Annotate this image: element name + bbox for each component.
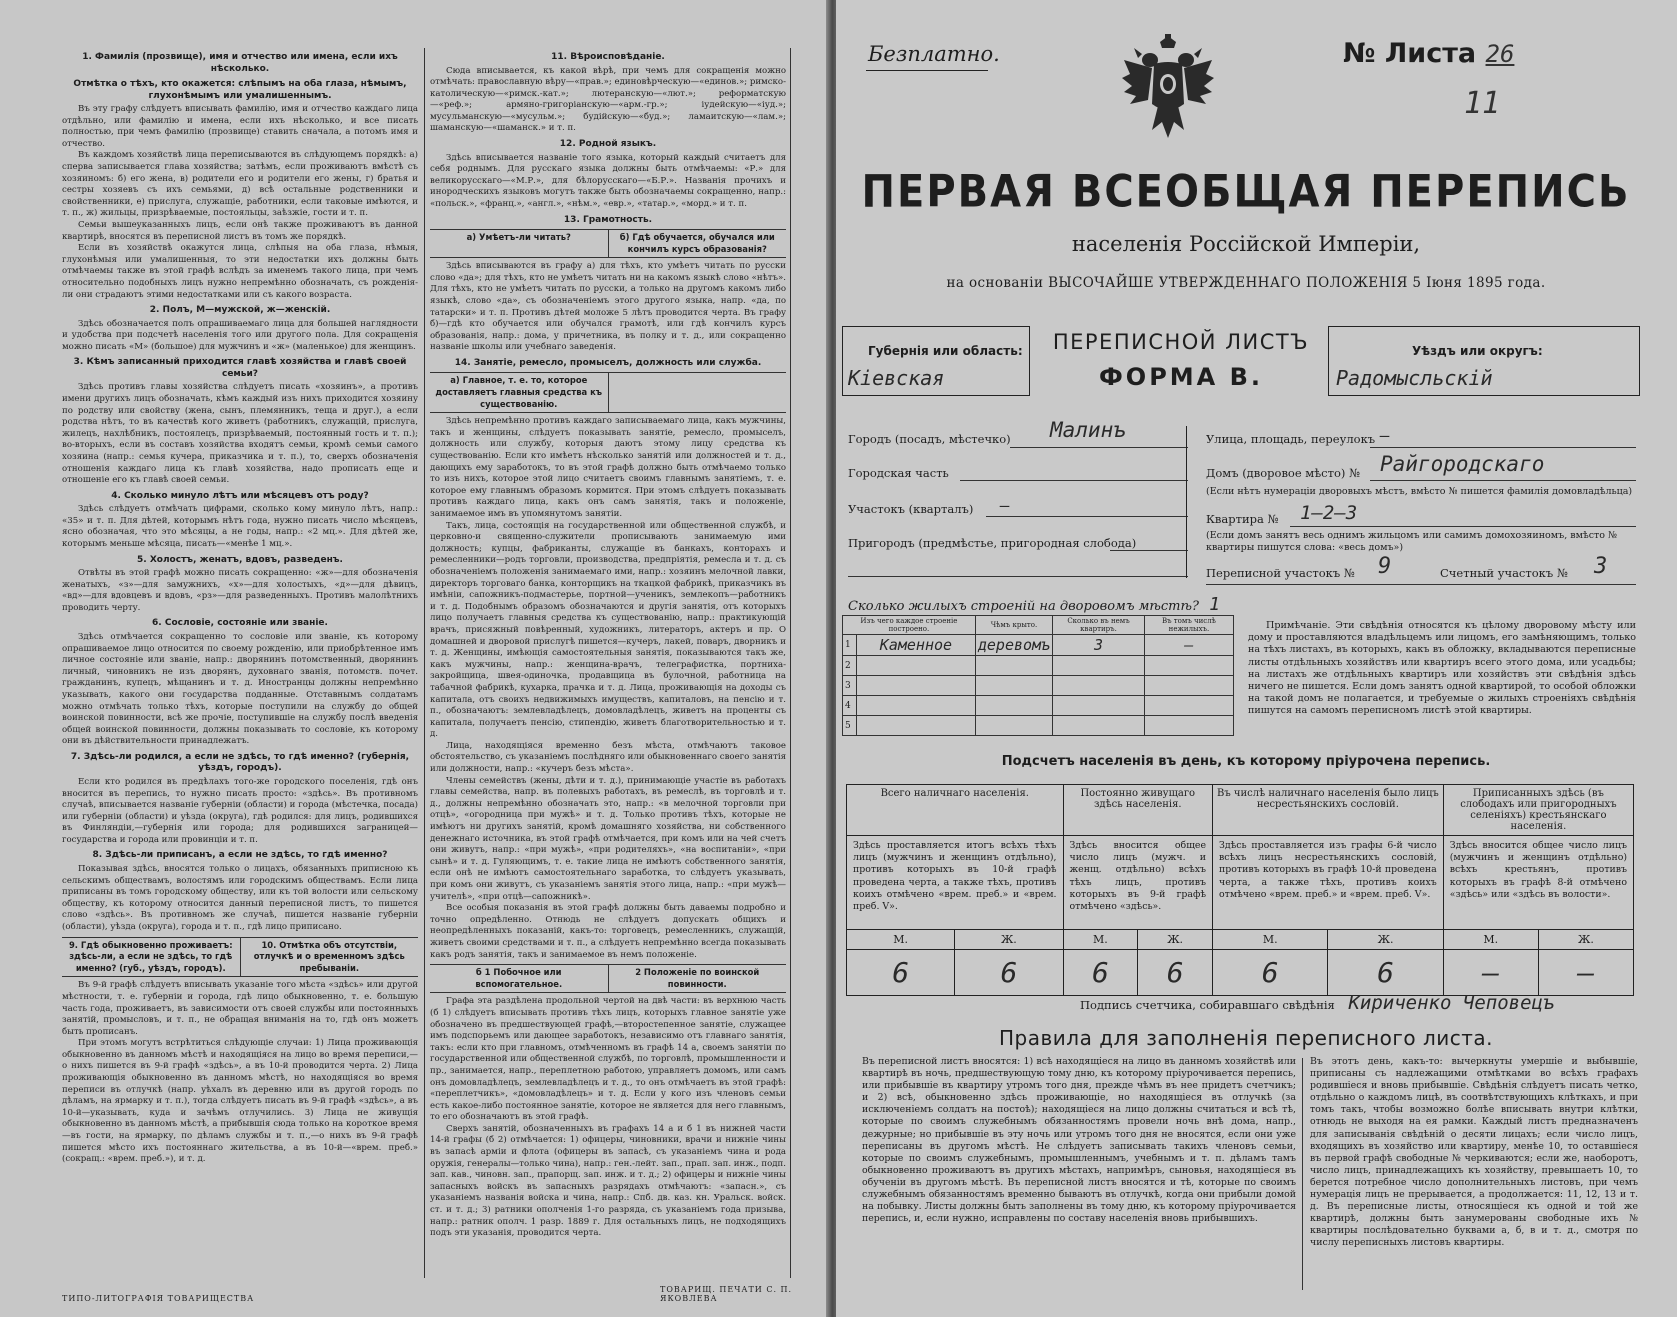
split-heading [430,964,786,993]
column-description: Здѣсь вносится общее число лицъ (мужчинъ и женщинъ отдѣльно) всѣхъ крестьянъ, противъ которыхъ въ графѣ 8-й отмѣчено «здѣсь» или «здѣсь въ волости». [1443,836,1633,930]
column-header: Въ числѣ наличнаго населенія было лицъ несрестьянскихъ сословій. [1213,785,1444,836]
section-heading: 4. Сколько минуло лѣтъ или мѣсяцевъ отъ роду? [111,490,369,501]
female-header: Ж. [1138,930,1213,950]
table-row [847,950,1634,996]
female-header: Ж. [955,930,1063,950]
instruction-paragraph: Если кто родился въ предѣлахъ того-же городского поселенія, гдѣ онъ вносится въ перепись, то нужно писать просто: «здѣсь». Въ противномъ случаѣ, вписывается названіе губерніи (области) и города (мѣстечка, посада) или губерніи (области) и уѣзда (округа), гдѣ родился: для лицъ, родившихся въ Финляндіи,—губернія или города; для родившихся заграницей—государства и города или провинціи и т. п. [62,776,418,845]
page-title: ПЕРВАЯ ВСЕОБЩАЯ ПЕРЕПИСЬ [861,166,1631,218]
district-value: Радомысльскій [1336,366,1493,390]
column-header: Постоянно живущаго здѣсь населенія. [1063,785,1212,836]
buildings-table [842,615,1234,736]
section-heading: 11. Вѣроисповѣданіе. [551,52,665,62]
instruction-paragraph: Такъ, лица, состоящія на государственной или общественной службѣ, и церковно-и священно-служители прописывають занимаемую ими должность; купцы, фабриканты, служащіе въ банкахъ, конторахъ и ремесленники—родъ торговли, производства, предпріятія, ремесла и т. д. съ обозначеніемъ положенія занимаемаго ими, напр.: хозяинъ мелочной лавки, директоръ торговаго банка, конторщикъ на ткацкой фабрикѣ, приказчикъ въ имѣніи, сапожникъ-подмастерье, портной—ученикъ, землекопъ—работникъ и т. д. Подобнымъ образомъ обозначаются и другія занятія, отъ которыхъ лицо получаетъ главныя средства къ существованію, напр.: практикующій врачъ, присяжный повѣренный, художникъ, литераторъ, актеръ и пр. О домашней и дворовой прислугѣ пишется—кучеръ, лакей, поваръ, дворникъ и т. д. Женщины, имѣющія самостоятельныя занятія, показываются такъ же, какъ мужчины, напр.: женщина-врачъ, телеграфистка, портниха-закройщица, швея-одиночка, продавщица въ булочной, работница на табачной фабрикѣ, кухарка, прачка и т. д. Лица, проживающія на доходы съ капитала, отъ своихъ недвижимыхъ имуществъ, капиталовъ, на пенсію и т. п., обозначаютъ: землевладѣлецъ, домовладѣлецъ, живетъ на проценты съ капитала, получаетъ пенсію, стипендію, живетъ благотворительностью и т. д. [430,520,786,740]
table-cell [1053,676,1145,696]
underline [866,70,988,71]
split-heading [62,937,418,978]
count-cell: — [1538,950,1633,996]
field-line [1290,526,1636,527]
instruction-paragraph: Здѣсь слѣдуетъ отмѣчать цифрами, сколько кому минуло лѣтъ, напр.: «35» и т. п. Для дѣтей, которымъ нѣтъ года, нужно писать число мѣсяцевъ, ясно обозначая, что это мѣсяцы, а не годы, напр.: «2 мц.». Для дѣтей же, которымъ меньше мѣсяца, писать—«менѣе 1 мц.». [62,504,418,549]
field-line [986,516,1188,517]
table-cell [1053,656,1145,676]
instruction-paragraph: Семьи вышеуказанныхъ лицъ, если онѣ также проживаютъ въ данной квартирѣ, вносятся въ переписной листъ въ томъ же порядкѣ. [62,219,418,242]
table-cell [857,676,976,696]
buildings-question: Сколько жилыхъ строеній на дворовомъ мѣстѣ? 1 [848,594,1220,615]
instruction-paragraph: Въ каждомъ хозяйствѣ лица переписываются въ слѣдующемъ порядкѣ: а) сперва записывается глава хозяйства; затѣмъ, если проживаютъ вмѣстѣ съ хозяиномъ: б) его жена, в) родители его и родители его жены, г) братья и сестры хозяевъ съ ихъ семьями, д) всѣ остальные родственники и свойственники, е) прислуга, служащіе, работники, если таковые имѣются, и т. п., ж) жильцы, призрѣваемые, постояльцы, заѣзжіе, гости и т. п. [62,150,418,219]
table-cell [1144,716,1233,736]
instruction-paragraph: Здѣсь противъ главы хозяйства слѣдуетъ писать «хозяинъ», а противъ имени другихъ лицъ обозначать, кѣмъ каждый изъ нихъ приходится хозяину по родству или свойству (жена, сынъ, племянникъ, теща и друг.), а если родства нѣтъ, то въ качествѣ кого живетъ (работникъ, служащій, прислуга, жилецъ, нахлѣбникъ, постоялецъ, призрѣваемый, постоянный гость и т. п.); во-вторыхъ, если въ составъ хозяйства входятъ семьи, кромѣ семьи самого хозяина (напр.: семья кучера, приказчика и т. п.), то, сверхъ обозначенія отношенія каждаго лица къ главѣ хозяйства, надо прописать еще и отношеніе его къ главѣ своей семьи. [62,382,418,486]
instruction-paragraph: Отвѣты въ этой графѣ можно писать сокращенно: «ж»—для обозначенія женатыхъ, «з»—для замужнихъ, «х»—для холостыхъ, «д»—для дѣвицъ, «вд»—для вдовцевъ и вдовъ, «рз»—для разведенныхъ. Противъ малолѣтнихъ проводить черту. [62,568,418,613]
province-value: Кіевская [848,366,945,390]
field-line [1370,447,1636,448]
count-cell: 6 [955,950,1063,996]
house-label: Домъ (дворовое мѣсто) № [1206,466,1360,480]
instruction-paragraph: Сюда вписывается, къ какой вѣрѣ, при чемъ для сокращенія можно отмѣчать: православную вѣру—«прав.»; единовѣрческую—«единов.»; римско-католическую—«римск.-кат.»; лютеранскую—«лют.»; реформатскую—«реф.»; армяно-григоріанскую—«арм.-гр.»; іудейскую—«іуд.»; мусульманскую—«мусульм.»; будійскую—«буд.»; ламаитскую—«лам.»; шаманскую—«шаманск.» и т. п. [430,65,786,134]
table-cell [1144,676,1233,696]
column-divider [424,48,425,1278]
section-heading: 13. Грамотность. [563,214,653,225]
precinct-value: — [1000,496,1010,515]
table-row [843,676,1234,696]
house-value: Райгородскаго [1380,452,1545,476]
row-number: 5 [843,716,857,736]
town-value: Малинъ [1050,418,1126,442]
rules-title: Правила для заполненія переписного листа. [999,1026,1493,1050]
table-cell [975,656,1052,676]
table-cell [1144,696,1233,716]
table-cell [857,716,976,736]
instruction-paragraph: Здѣсь вписывается названіе того языка, который каждый считаетъ для себя роднымъ. Для русскаго языка должны быть отмѣчаемы: «Р.» для великорусскаго—«М.Р.», для бѣлорусскаго—«Б.Р.». Названія прочихъ и инородческихъ языковъ могутъ также быть обозначаемы сокращенно, напр.: «польск.», «франц.», «англ.», «нѣм.», «евр.», «татар.», «морд.» и т. п. [430,152,786,209]
province-label: Губернія или область: [868,344,1023,358]
table-cell [1053,696,1145,716]
flat-value: 1—2—3 [1300,502,1358,524]
section-heading: 12. Родной языкъ. [559,139,657,150]
street-label: Улица, площадь, переулокъ [1206,432,1376,446]
column-description: Здѣсь вносится общее число лицъ (мужч. и женщ. отдѣльно) всѣхъ тѣхъ лицъ, противъ которыхъ въ 9-й графѣ отмѣчено «здѣсь». [1063,836,1212,930]
double-headed-eagle-emblem-icon [1120,34,1216,144]
field-line [848,576,1188,577]
table-cell [857,696,976,716]
instruction-paragraph: Показывая здѣсь, вносятся только о лицахъ, обязанныхъ приписною къ сельскимъ обществамъ, волостямъ или городскимъ обществамъ. Если лица приписаны въ томъ городскому обществу, или къ той волости или сельскому обществу, къ которому относится данный переписной листъ, то пишется слово «здѣсь». Въ противномъ же случаѣ, пишется названіе губерніи (области), уѣзда (округа), города и т. п., гдѣ лицо приписано. [62,863,418,932]
female-header: Ж. [1328,930,1443,950]
left-page [0,0,830,1317]
table-cell [857,656,976,676]
instruction-paragraph: Здѣсь непремѣнно противъ каждаго записываемаго лица, какъ мужчины, такъ и женщины, слѣдуетъ показывать занятіе, ремесло, промыселъ, должность или службу, которыя даютъ этому лицу средства къ существованію. Если кто имѣетъ нѣсколько занятій или должностей и т. д., дающихъ ему заработокъ, то въ этой графѣ должно быть отмѣчаемо только то изъ нихъ, которое этой лицо считаетъ своимъ главнымъ занятіемъ, т. е. которое ему главнымъ образомъ кормится. При этомъ слѣдуетъ показывать противъ каждаго лица, какъ онъ самъ занятія, такъ и положеніе, занимаемое имъ въ упомянутомъ занятіи. [430,416,786,519]
flat-note: (Если домъ занятъ весь однимъ жильцомъ или самимъ домохозяиномъ, вмѣсто № квартиры пишутся слова: «весь домъ») [1206,530,1618,553]
census-count-title: Подсчетъ населенія въ день, къ которому пріурочена перепись. [1001,754,1491,769]
split-heading-cell: б 1 Побочное или вспомогательное. [430,965,609,992]
split-heading-cell: а) Главное, т. е. то, которое доставляетъ главныя средства къ существованію. [430,373,609,412]
table-row [843,696,1234,716]
column-header: Изъ чего каждое строеніе построено. [843,616,976,635]
handwritten-mark: 11 [1464,86,1501,121]
field-line [1010,447,1188,448]
buildings-count: 1 [1209,594,1220,615]
male-header: М. [1063,930,1138,950]
suburb-label: Пригородъ (предмѣстье, пригородная слобода) [848,536,1137,550]
sheet-title: ПЕРЕПИСНОЙ ЛИСТЪ [1052,330,1310,354]
section-heading: 6. Сословіе, состояніе или званіе. [152,618,328,629]
census-count-table [846,784,1634,996]
instruction-paragraph: Здѣсь вписываются въ графу а) для тѣхъ, кто умѣетъ читать по русски слово «да»; для тѣхъ, кто не умѣетъ читать ни на какомъ языкѣ слово «нѣтъ». Для тѣхъ, кто не умѣетъ читать по русски, а только на другомъ какомъ либо языкѣ, слово «да», съ обозначеніемъ этого другого языка, напр. «да, по татарски» и т. п. Противъ дѣтей моложе 5 лѣтъ проводится черта. Въ графу б)—гдѣ кто обучается или обучался грамотѣ, или гдѣ кончилъ курсъ образованія, напр.: дома, у причетника, въ полку и т. д., или сокращенно названіе школы или учебнаго заведенія. [430,261,786,353]
column-header: Чѣмъ крыто. [975,616,1052,635]
count-cell: 6 [1138,950,1213,996]
flat-label: Квартира № [1206,512,1279,526]
column-header: Сколько въ немъ квартиръ. [1053,616,1145,635]
table-row [847,836,1634,930]
enumerator-signature: Подпись счетчика, собиравшаго свѣдѣнія Кириченко Чеповецъ [1080,992,1555,1014]
instruction-paragraph: Здѣсь обозначается полъ опрашиваемаго лица для большей наглядности и удобства при подсчетѣ населенія того или другого пола. Для сокращенія можно писать «М» (большое) для мужчинъ и «ж» (маленькое) для женщинъ. [62,318,418,352]
count-cell: 6 [1328,950,1443,996]
page-subtitle: населенія Россійской Имперіи, [1071,232,1421,256]
instruction-paragraph: Въ эту графу слѣдуетъ вписывать фамилію, имя и отчество каждаго лица отдѣльно, или фамилію и имена, если ихъ нѣсколько, и все писать полностью, при чемъ фамилію (прозвище) ставить сначала, а потомъ имя и отчество. [62,104,418,149]
signature-handwritten: Кириченко Чеповецъ [1348,992,1555,1014]
printer-imprint: ТОВАРИЩ. ПЕЧАТИ С. П. ЯКОВЛЕВА [660,1285,793,1303]
row-number: 3 [843,676,857,696]
column-description: Здѣсь проставляется изъ графы 6-й число всѣхъ лицъ несрестьянскихъ сословій, противъ которыхъ въ графѣ 10-й проведена черта, а также тѣхъ, противъ коихъ отмѣчено «врем. преб.» и «врем. преб. V». [1213,836,1444,930]
precinct-label: Участокъ (кварталъ) [848,502,974,516]
section-heading: 5. Холостъ, женатъ, вдовъ, разведенъ. [137,554,343,565]
column-divider [1302,1058,1303,1290]
instruction-paragraph: Члены семействъ (жены, дѣти и т. д.), принимающіе участіе въ работахъ главы семейства, напр. въ полевыхъ работахъ, въ ремеслѣ, въ торговлѣ и т. д., должны непремѣнно обозначать это, напр.: «в мелочной торговли при отцѣ», «огородница при мужѣ» и т. д. Только противъ тѣхъ, которые не имѣютъ ни другихъ занятій, кромѣ домашняго хозяйства, ни собственного денежнаго источника, въ этой графѣ отмѣчается, при комъ или на чей счетъ они живутъ, напр.: «при мужѣ», «при родителяхъ», «на воспитаніи», «при сынѣ» и т. д. Гуляющимъ, т. е. такие лица не имѣютъ собственного занятія, если онѣ не имѣютъ самостоятельнаго заработка, то слѣдуетъ указывать, при комъ они живутъ, съ указаніемъ занятія этого лица, напр.: «при мужѣ—учителѣ», «при отцѣ—сапожникѣ». [430,775,786,902]
male-header: М. [847,930,955,950]
table-cell: 3 [1053,635,1145,656]
section-heading: 7. Здѣсь-ли родился, а если не здѣсь, то гдѣ именно? (губернія, уѣздъ, городъ). [70,751,410,774]
city-part-label: Городская часть [848,466,949,480]
count-cell: 6 [847,950,955,996]
section-heading: 1. Фамилія (прозвище), имя и отчество или имена, если ихъ нѣсколько. [82,52,398,74]
count-cell: 6 [1213,950,1328,996]
printer-imprint: ТИПО-ЛИТОГРАФІЯ ТОВАРИЩЕСТВА [62,1294,255,1303]
split-heading-cell: 2 Положеніе по воинской повинности. [635,967,760,989]
sheet-number-handwritten: 26 [1485,40,1515,68]
street-value: — [1380,426,1390,445]
row-number: 1 [843,635,857,656]
table-row [847,930,1634,950]
house-note: (Если нѣтъ нумераціи дворовыхъ мѣстъ, вмѣсто № пишется фамилія домовладѣльца) [1206,486,1633,497]
field-line [1110,550,1188,551]
section-heading: Отмѣтка о тѣхъ, кто окажется: слѣпымъ на оба глаза, нѣмымъ, глухонѣмымъ или умалишеннымъ. [73,79,407,101]
column-header: Приписанныхъ здѣсь (въ слободахъ или пригородныхъ селеніяхъ) крестьянскаго населенія. [1443,785,1633,836]
count-cell: — [1443,950,1538,996]
column-header: Всего наличнаго населенія. [847,785,1064,836]
district-label: Уѣздъ или округъ: [1412,344,1543,358]
split-heading [430,372,786,413]
town-label: Городъ (посадъ, мѣстечко) [848,432,1011,446]
rules-text: Въ переписной листъ вносятся: 1) всѣ находящіеся на лицо въ данномъ хозяйствѣ или квартирѣ въ ночь, предшествующую тому дню, къ которому пріурочивается перепись, или прибывшіе въ квартиру утромъ того дня, прежде чѣмъ въ нее придетъ счетчикъ; и 2) всѣ, обыкновенно здѣсь проживающіе, но находящіеся въ отлучкѣ (за исключеніемъ солдатъ на постоѣ); находящіеся на лицо должны считаться и всѣ тѣ, которые по своимъ служебнымъ обязанностямъ провели ночь внѣ дома, напр., дежурные; но прибывшіе въ эту ночь или утромъ того дня не вносятся, если они уже переписаны въ другомъ мѣстѣ. Не слѣдуетъ записывать такихъ членовъ семьи, которые по своимъ служебнымъ, промышленнымъ, учебнымъ и т. п. дѣламъ тамъ обыкновенно проживаютъ въ другихъ мѣстахъ, напримѣръ, сыновья, находящіеся въ обученіи въ другомъ мѣстѣ. Въ переписной листъ вносятся и тѣ, которые по своимъ служебнымъ обязанностямъ временно бываютъ въ отлучкѣ, когда они прибыли домой на побывку. Листы должны быть заполнены въ тому дню, къ которому пріурочивается перепись, и, если нужно, исправлены по составу населенія вновь прибывшихъ. [862,1056,1296,1225]
table-header-row [847,785,1634,836]
section-heading: 14. Занятіе, ремесло, промыселъ, должность или служба. [454,357,762,368]
instructions-column-a [62,48,418,1283]
census-precinct-value: 9 [1378,554,1392,579]
table-cell: Каменное [857,635,976,656]
instruction-paragraph: Въ 9-й графѣ слѣдуетъ вписывать указаніе того мѣста «здѣсь» или другой мѣстности, т. е. губерніи и города, гдѣ лицо обыкновенно, т. е. большую часть года, проживаетъ, въ зависимости отъ своей службы или постоянныхъ занятій, промысловъ, и т. п., не обращая вниманія на то, гдѣ онъ можетъ быть прописанъ. [62,980,418,1037]
field-line [1370,480,1636,481]
table-cell: деревомъ [975,635,1052,656]
table-cell [975,696,1052,716]
section-heading: 8. Здѣсь-ли приписанъ, а если не здѣсь, то гдѣ именно? [92,850,388,861]
table-cell [1144,656,1233,676]
column-header: Въ томъ числѣ нежилыхъ. [1144,616,1233,635]
instruction-paragraph: Лица, находящіяся временно безъ мѣста, отмѣчаютъ таковое обстоятельство, съ указаніемъ послѣдняго или обыкновеннаго своего занятія или должности, напр.: «кучеръ безъ мѣста». [430,740,786,775]
instruction-paragraph: При этомъ могутъ встрѣтиться слѣдующіе случаи: 1) Лица проживающія обыкновенно въ данномъ мѣстѣ и находящіяся на лицо во время переписи,—о нихъ пишется въ 9-й графѣ «здѣсь», а въ 10-й проводится черта. 2) Лица проживающія обыкновенно въ данномъ мѣстѣ, но находящіяся во время переписи въ отлучкѣ (напр. уѣхалъ въ деревню или въ другой городъ по дѣламъ, на ярмарку и т. п.), тогда слѣдуетъ писать въ 9-й графѣ «здѣсь», а въ 10-й—указывать, куда и зачѣмъ отлучились. 3) Лица не живущія обыкновенно въ данномъ мѣстѣ, а прибывшія сюда только на короткое время—въ гости, на ярмарку, по дѣламъ службы и т. п.,—о нихъ въ 9-й графѣ пишется мѣсто ихъ постояннаго жительства, а въ 10-й—«врем. преб.» (сокращ.: «врем. преб.»), и т. д. [62,1038,418,1165]
table-cell [1053,716,1145,736]
table-row [843,656,1234,676]
form-label: ФОРМА В. [1098,363,1263,391]
legal-basis: на основаніи ВЫСОЧАЙШЕ УТВЕРЖДЕННАГО ПОЛОЖЕНІЯ 5 Іюня 1895 года. [946,275,1546,291]
count-cell: 6 [1063,950,1138,996]
column-description: Здѣсь проставляется итогъ всѣхъ тѣхъ лицъ (мужчинъ и женщинъ отдѣльно), противъ которыхъ въ 10-й графѣ проведена черта, а также тѣхъ, противъ коихъ отмѣчено «врем. преб.» и «врем. преб. V». [847,836,1064,930]
instruction-paragraph: Если въ хозяйствѣ окажутся лица, слѣпыя на оба глаза, нѣмыя, глухонѣмыя или умалишенныя, то эти недостатки ихъ должны быть отмѣчаемы также въ этой графѣ вслѣдъ за именемъ такого лица, при чемъ относительно подобныхъ лицъ нужно непремѣнно обозначать, съ рожденія-ли они страдаютъ этими недостатками или съ какого возраста. [62,243,418,300]
count-precinct-value: 3 [1594,554,1608,579]
row-number: 4 [843,696,857,716]
section-heading: 3. Кѣмъ записанный приходится главѣ хозяйства и главѣ своей семьи? [73,357,407,379]
instruction-paragraph: Графа эта раздѣлена продольной чертой на двѣ части: въ верхнюю часть (б 1) слѣдуетъ вписывать противъ тѣхъ лицъ, которыхъ главное занятіе уже обозначено въ предшествующей графѣ,—второстепенное занятіе, служащее имъ подспорьемъ или дающее заработокъ, независимо отъ главнаго занятія, такъ: если кто при главномъ, отмѣченномъ въ графѣ 14 а, своемъ занятіи по государственной или общественной службѣ, по торговлѣ, промышленности и пр., занимается, напр., переплетною работою, управляетъ домомъ, или самъ онъ домовладѣлецъ, землевладѣлецъ и т. д., то онъ отмѣчаетъ въ этой графѣ: «переплетчикъ», «домовладѣлецъ» и т. д. Если у кого изъ членовъ семьи есть какое-либо постоянное занятіе, которое не является для него главнымъ, то его обозначаютъ въ этой графѣ. [430,996,786,1123]
instruction-paragraph: Здѣсь отмѣчается сокращенно то сословіе или званіе, къ которому опрашиваемое лицо относится по своему рожденію, или приобрѣтенное имъ личное состояніе или званіе, напр.: дворянинъ потомственный, дворянинъ личный, чиновникъ не изъ дворянъ, духовнаго званія, потомств. почет. гражданинъ, купецъ, мѣщанинъ и т. д. Иностранцы должны непремѣнно указывать, какого они государства подданные. Отставнымъ солдатамъ можно отмѣчать только тѣхъ, которые поступили на службу до общей воинской повинности, всѣ же прочіе, поступившіе на службу послѣ введенія общей воинской повинности, должны показывать то сословіе, къ которому они въ дѣйствительности принадлежатъ. [62,631,418,747]
table-cell: — [1144,635,1233,656]
column-divider [790,48,791,1278]
split-heading [430,229,786,258]
split-heading-cell [609,373,787,412]
instructions-column-b [430,48,786,1283]
instruction-paragraph: Все особыя показанія въ этой графѣ должны быть даваемы подробно и точно опредѣленно. Отнюдь не слѣдуетъ допускать общихъ и неопредѣленныхъ показаній, какъ-то: торговецъ, ремесленникъ, служащій, живетъ своими средствами и т. п., а слѣдуетъ непремѣнно всегда показывать какъ родъ занятія, такъ и занимаемое въ немъ положеніе. [430,903,786,960]
field-line [1206,584,1636,585]
male-header: М. [1443,930,1538,950]
row-number: 2 [843,656,857,676]
census-precinct-label: Переписной участокъ № [1206,566,1355,580]
split-heading-cell: 10. Отмѣтка объ отсутствіи, отлучкѣ и о временномъ здѣсь пребываніи. [253,939,405,973]
instruction-paragraph: Сверхъ занятій, обозначенныхъ въ графахъ 14 а и б 1 въ нижней части 14-й графы (б 2) отмѣчается: 1) офицеры, чиновники, врачи и нижніе чины въ запасѣ арміи и флота (офицеры въ запасѣ, съ указаніемъ чина и рода оружія, генералы—только чина), напр.: ген.-лейт. зап., прап. зап. инж., подп. зап. кав., чиновн. зап., прапорщ. зап. инж. и т. д.; 2) офицеры и нижніе чины запасныхъ войскъ въ запасныхъ разрядахъ отмѣчаютъ: «запасн.», съ указаніемъ названія войска и чина, напр.: Спб. дв. каз. кн. Уральск. войск. ст. и т. д.; 3) ратники ополченія 1-го разряда, съ указаніемъ года призыва, напр.: ратник ополч. 1 разр. 1889 г. Для остальныхъ лицъ, не подходящихъ подъ эти указанія, проводится черта. [430,1123,786,1239]
rules-text: Въ этотъ день, какъ-то: вычеркнуты умершіе и выбывшіе, приписаны съ надлежащими отмѣтками во всѣхъ графахъ родившіеся и вновь прибывшіе. Свѣдѣнія слѣдуетъ писать четко, отдѣльно о каждомъ лицѣ, въ соотвѣтствующихъ клѣткахъ, и при томъ такъ, чтобы возможно болѣе вписывать внутри клѣтки, отнюдь не выходя на ея рамки. Каждый листъ предназначенъ для записыванія свѣдѣній о десяти лицахъ; если число лицъ, входящихъ въ хозяйство или квартиру, менѣе 10, то оставшіеся въ первой графѣ свободные № черкиваются; если же, наоборотъ, число лицъ, принадлежащихъ къ хозяйству, превышаетъ 10, то берется потребное число дополнительныхъ листовъ, при чемъ нумерація лицъ не прерывается, а продолжается: 11, 12, 13 и т. д. Въ переписные листы, относящіеся къ одной и той же квартирѣ, должны быть занумерованы свободные ихъ № квартиры послѣдовательно буквами а, б, в и т. д., смотря по числу переписныхъ листовъ квартиры. [1310,1056,1638,1249]
table-cell [975,716,1052,736]
section-heading: 2. Полъ, М—мужской, ж—женскій. [149,305,331,316]
free-of-charge-label: Безплатно. [868,42,1000,66]
table-header-row [843,616,1234,635]
count-precinct-label: Счетный участокъ № [1440,566,1568,580]
sheet-number: № Листа 26 [1343,38,1515,69]
field-divider [1186,426,1187,578]
table-row [843,635,1234,656]
table-cell [975,676,1052,696]
male-header: М. [1213,930,1328,950]
field-line [960,480,1188,481]
table-row [843,716,1234,736]
female-header: Ж. [1538,930,1633,950]
split-heading-cell: 9. Гдѣ обыкновенно проживаетъ: здѣсь-ли, а если не здѣсь, то гдѣ именно? (губ., уѣздъ, городъ). [62,938,241,977]
split-heading-cell: а) Умѣетъ-ли читать? [430,230,609,257]
note-paragraph: Примѣчаніе. Эти свѣдѣнія относятся къ цѣлому дворовому мѣсту или дому и проставляются владѣльцемъ или лицомъ, его замѣняющимъ, только на тѣхъ листахъ, въ которыхъ, какъ въ обложку, вкладываются переписные листы отдѣльныхъ хозяйствъ или квартиръ всего этого дома, или усадьбы; на листахъ же отдѣльныхъ квартиръ или хозяйствъ эти свѣдѣнія здѣсь ничего не пишется. Если домъ занятъ одной квартирой, то особой обложки на такой домъ не полагается, и требуемые о жилыхъ строеніяхъ свѣдѣнія пишутся на самомъ переписномъ листѣ этой квартиры. [1248,620,1636,717]
split-heading-cell: б) Гдѣ обучается, обучался или кончилъ курсъ образованія? [619,232,775,254]
